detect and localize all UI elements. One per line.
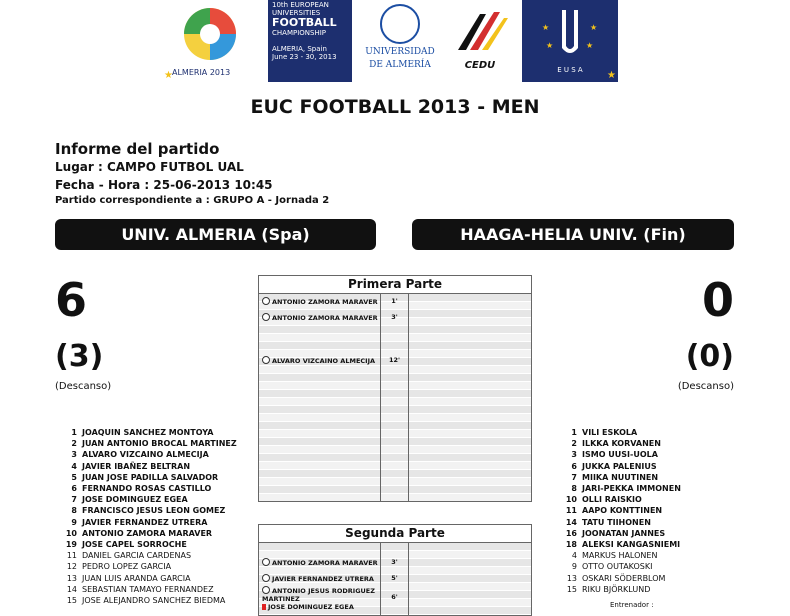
player-number: 9	[71, 517, 77, 527]
starter-row	[64, 461, 237, 472]
starter-row	[564, 505, 681, 516]
table-stripe	[259, 390, 531, 398]
event-row	[262, 574, 374, 583]
player-name: JOONATAN JANNES	[582, 528, 666, 538]
substitute-row	[64, 550, 237, 561]
first-half-rows	[259, 294, 531, 501]
player-name: ILKKA KORVANEN	[582, 439, 661, 449]
player-name: JOSE DOMINGUEZ EGEA	[82, 495, 188, 505]
player-number: 4	[571, 551, 577, 561]
match-group: Partido correspondiente a : GRUPO A - Jornada 2	[55, 195, 330, 206]
player-number: 4	[71, 461, 77, 471]
home-halftime-score: (3)	[55, 339, 104, 374]
player-name: ANTONIO ZAMORA MARAVER	[82, 528, 213, 538]
event-player: ANTONIO ZAMORA MARAVER	[272, 314, 378, 322]
starter-row	[564, 461, 681, 472]
away-halftime-label: (Descanso)	[677, 381, 734, 392]
euc-place: ALMERIA, Spain	[272, 45, 327, 53]
substitute-row	[64, 573, 237, 584]
player-name: ALVARO VIZCAINO ALMECIJA	[82, 450, 209, 460]
svg-text:★: ★	[546, 41, 554, 50]
goal-ball-icon	[262, 574, 270, 582]
starter-row	[64, 528, 237, 539]
table-stripe	[259, 398, 531, 406]
almeria-2013-label: ALMERIA 2013	[172, 68, 231, 77]
player-number: 8	[71, 506, 77, 516]
away-team-name: HAAGA-HELIA UNIV. (Fin)	[412, 219, 734, 250]
player-number: 9	[571, 562, 577, 572]
starter-row	[564, 483, 681, 494]
eusa-logo	[522, 0, 618, 82]
starter-row	[564, 494, 681, 505]
player-name: JUAN ANTONIO BROCAL MARTINEZ	[82, 439, 237, 449]
player-name: JUKKA PALENIUS	[582, 461, 657, 471]
player-number: 2	[571, 439, 577, 449]
first-half-body	[259, 294, 531, 501]
star-icon: ★	[607, 70, 616, 81]
event-minute: 1'	[391, 297, 398, 305]
player-number: 13	[66, 573, 77, 583]
starter-row	[64, 427, 237, 438]
player-name: JAVIER FERNANDEZ UTRERA	[82, 517, 208, 527]
player-number: 14	[565, 517, 577, 527]
player-name: ISMO UUSI-UOLA	[582, 450, 658, 460]
player-number: 11	[66, 551, 77, 561]
table-stripe	[259, 430, 531, 438]
table-stripe	[259, 326, 531, 334]
table-stripe	[259, 454, 531, 462]
home-halftime-label: (Descanso)	[55, 381, 112, 392]
event-player: ANTONIO JESUS RODRIGUEZ MARTINEZ	[262, 587, 375, 603]
event-minute: 12'	[388, 356, 401, 364]
away-lineup	[564, 427, 681, 595]
substitute-row	[64, 595, 237, 606]
starter-row	[64, 438, 237, 449]
event-player: JAVIER FERNANDEZ UTRERA	[272, 575, 374, 583]
euc-line2: UNIVERSITIES	[272, 9, 321, 17]
header-banner	[162, 0, 628, 82]
cedu-label: CEDU	[464, 60, 496, 71]
player-name: OTTO OUTAKOSKI	[582, 562, 653, 572]
player-name: JOSE CAPEL SORROCHE	[82, 540, 187, 550]
event-player: ALVARO VIZCAINO ALMECIJA	[272, 357, 376, 365]
university-seal-icon	[380, 4, 420, 44]
event-player: ANTONIO ZAMORA MARAVER	[272, 298, 378, 306]
player-name: VILI ESKOLA	[582, 428, 638, 437]
euc-line4: CHAMPIONSHIP	[272, 29, 327, 37]
second-half-events-table	[258, 524, 532, 616]
player-name: MARKUS HALONEN	[582, 551, 658, 561]
home-score: 6	[55, 273, 88, 327]
table-stripe	[259, 478, 531, 486]
player-number: 6	[71, 484, 77, 494]
player-number: 1	[571, 428, 577, 437]
table-stripe	[259, 470, 531, 478]
event-row	[262, 603, 354, 611]
almeria-2013-logo-icon	[170, 4, 250, 66]
first-half-events-table	[258, 275, 532, 502]
player-name: DANIEL GARCIA CARDENAS	[82, 551, 192, 561]
player-number: 11	[565, 506, 577, 516]
cedu-logo	[450, 8, 510, 72]
away-coach-label: Entrenador :	[610, 601, 654, 609]
player-number: 10	[565, 495, 577, 505]
starter-row	[564, 449, 681, 460]
event-row	[262, 313, 378, 322]
player-name: FERNANDO ROSAS CASTILLO	[82, 484, 212, 494]
player-name: JUAN JOSE PADILLA SALVADOR	[82, 472, 219, 482]
starter-row	[564, 427, 681, 438]
goal-ball-icon	[262, 356, 270, 364]
table-stripe	[259, 366, 531, 374]
event-row	[262, 356, 375, 365]
player-name: JOSE ALEJANDRO SANCHEZ BIEDMA	[82, 596, 226, 606]
player-number: 7	[71, 495, 77, 505]
goal-ball-icon	[262, 586, 270, 594]
svg-text:★: ★	[590, 23, 598, 32]
player-name: FRANCISCO JESUS LEON GOMEZ	[82, 506, 226, 516]
cedu-swoosh-icon	[450, 8, 510, 56]
away-score: 0	[701, 273, 734, 327]
second-half-body	[259, 543, 531, 615]
eusa-label: E U S A	[557, 66, 583, 74]
player-number: 12	[66, 562, 77, 572]
starter-row	[64, 494, 237, 505]
player-number: 3	[71, 450, 77, 460]
euc-line3: FOOTBALL	[272, 16, 337, 29]
starter-row	[564, 539, 681, 550]
substitute-row	[564, 550, 681, 561]
table-stripe	[259, 446, 531, 454]
event-minute: 6'	[391, 593, 398, 601]
euc-line1: 10th EUROPEAN	[272, 1, 329, 9]
event-row	[262, 297, 378, 306]
starter-row	[64, 539, 237, 550]
starter-row	[564, 517, 681, 528]
player-name: TATU TIIHONEN	[582, 517, 651, 527]
table-stripe	[259, 462, 531, 470]
event-row	[262, 586, 378, 603]
page-title: EUC FOOTBALL 2013 - MEN	[250, 96, 540, 118]
table-stripe	[259, 414, 531, 422]
table-stripe	[259, 382, 531, 390]
match-venue: Lugar : CAMPO FUTBOL UAL	[55, 160, 244, 174]
player-name: JUAN LUIS ARANDA GARCIA	[82, 573, 191, 583]
goal-ball-icon	[262, 558, 270, 566]
player-number: 6	[571, 461, 577, 471]
player-number: 3	[571, 450, 577, 460]
player-number: 14	[66, 584, 77, 594]
ual-line1: UNIVERSIDAD	[365, 47, 435, 57]
ual-line2: DE ALMERÍA	[369, 60, 431, 70]
substitute-row	[564, 584, 681, 595]
almeria-2013-logo-panel	[162, 0, 258, 82]
table-stripe	[259, 494, 531, 501]
starter-row	[564, 528, 681, 539]
table-stripe	[259, 486, 531, 494]
player-number: 19	[65, 540, 77, 550]
table-stripe	[259, 374, 531, 382]
home-team-name: UNIV. ALMERIA (Spa)	[55, 219, 376, 250]
table-stripe	[259, 438, 531, 446]
event-player: JOSE DOMINGUEZ EGEA	[268, 603, 354, 611]
player-number: 10	[65, 528, 77, 538]
table-stripe	[259, 334, 531, 342]
report-heading: Informe del partido	[55, 140, 220, 158]
player-name: MIIKA NUUTINEN	[582, 472, 659, 482]
second-half-header: Segunda Parte	[259, 525, 531, 543]
player-number: 5	[71, 472, 77, 482]
player-number: 18	[565, 540, 577, 550]
player-name: AAPO KONTTINEN	[582, 506, 663, 516]
home-lineup	[64, 427, 237, 606]
starter-row	[564, 438, 681, 449]
substitute-row	[564, 573, 681, 584]
svg-text:★: ★	[586, 41, 594, 50]
substitute-row	[64, 584, 237, 595]
substitute-row	[64, 561, 237, 572]
eusa-emblem-icon	[522, 0, 618, 70]
table-stripe	[259, 422, 531, 430]
event-minute: 3'	[391, 313, 398, 321]
starter-row	[64, 449, 237, 460]
goal-ball-icon	[262, 297, 270, 305]
player-number: 15	[66, 596, 77, 606]
player-number: 2	[71, 439, 77, 449]
euc-dates: June 23 - 30, 2013	[272, 53, 337, 61]
table-stripe	[259, 342, 531, 350]
goal-ball-icon	[262, 313, 270, 321]
event-minute: 5'	[391, 574, 398, 582]
table-stripe	[259, 406, 531, 414]
player-number: 1	[71, 428, 77, 437]
player-number: 7	[571, 472, 577, 482]
player-name: JAVIER IBAÑEZ BELTRAN	[82, 461, 191, 471]
player-number: 13	[566, 573, 577, 583]
starter-row	[64, 483, 237, 494]
player-number: 16	[565, 528, 577, 538]
player-name: JARI-PEKKA IMMONEN	[582, 484, 681, 494]
event-minute: 3'	[391, 558, 398, 566]
red-card-icon	[262, 604, 266, 610]
starter-row	[64, 505, 237, 516]
player-name: ALEKSI KANGASNIEMI	[582, 540, 681, 550]
event-player: ANTONIO ZAMORA MARAVER	[272, 559, 378, 567]
player-name: OSKARI SÖDERBLOM	[582, 573, 666, 583]
first-half-header: Primera Parte	[259, 276, 531, 294]
starter-row	[564, 472, 681, 483]
player-name: OLLI RAISKIO	[582, 495, 642, 505]
player-number: 15	[566, 584, 577, 594]
player-name: PEDRO LOPEZ GARCIA	[82, 562, 172, 572]
match-datetime: Fecha - Hora : 25-06-2013 10:45	[55, 178, 273, 192]
ual-logo	[358, 4, 442, 70]
table-stripe	[259, 543, 531, 551]
player-number: 8	[571, 484, 577, 494]
starter-row	[64, 517, 237, 528]
substitute-row	[564, 561, 681, 572]
player-name: JOAQUIN SANCHEZ MONTOYA	[82, 428, 214, 437]
svg-text:★: ★	[542, 23, 550, 32]
player-name: RIKU BJÖRKLUND	[582, 584, 651, 594]
player-name: SEBASTIAN TAMAYO FERNANDEZ	[82, 584, 214, 594]
event-row	[262, 558, 378, 567]
star-icon: ★	[164, 70, 173, 81]
euc-title-block	[268, 0, 352, 82]
starter-row	[64, 472, 237, 483]
away-halftime-score: (0)	[685, 339, 734, 374]
